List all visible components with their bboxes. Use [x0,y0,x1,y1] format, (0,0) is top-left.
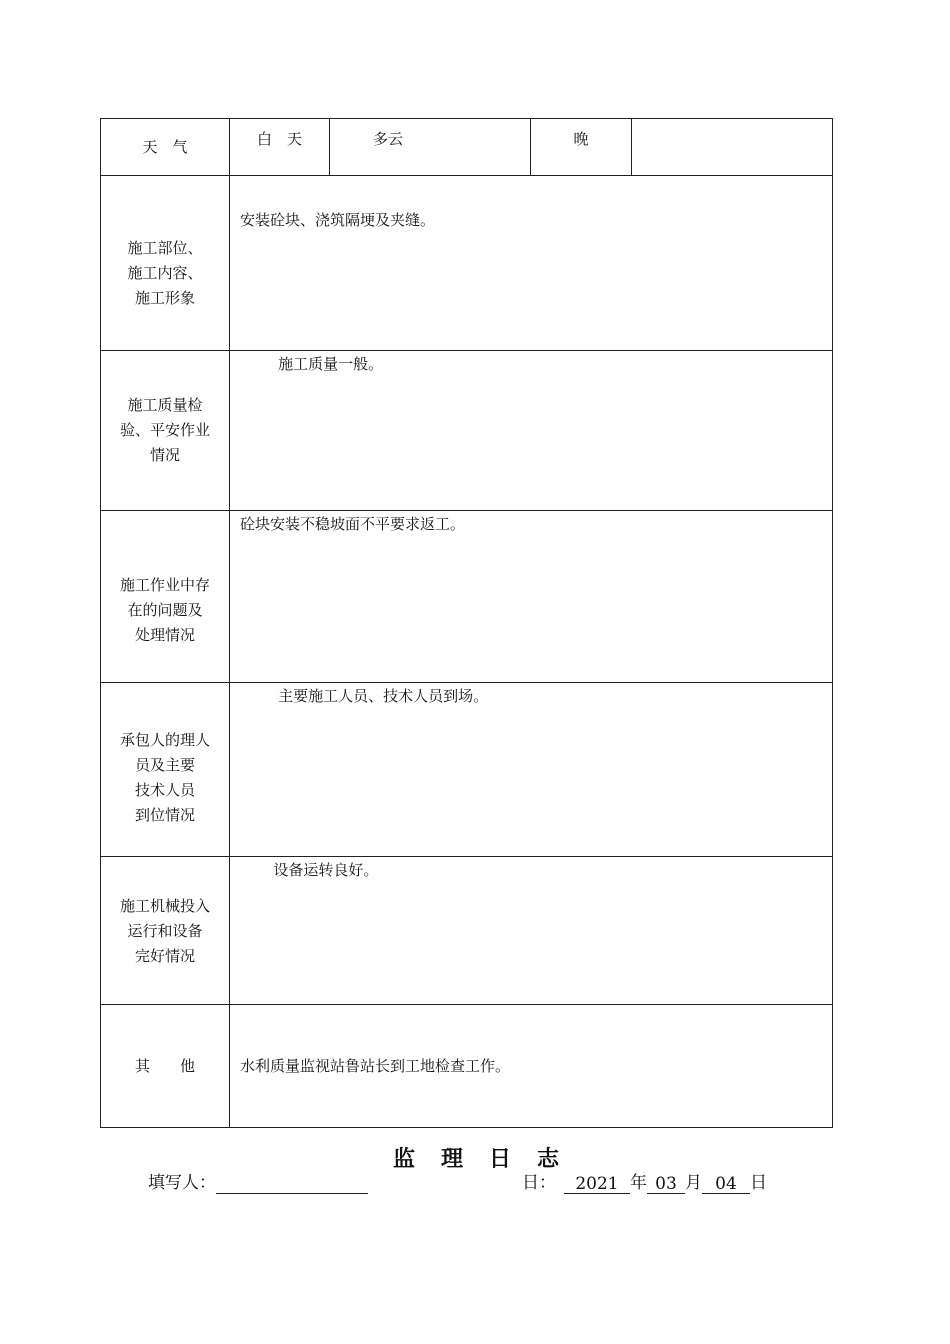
weather-row [101,119,833,176]
row-label-cell [101,1005,230,1128]
row-content-cell [230,1005,833,1128]
year-unit: 年 [630,1173,647,1193]
other-content: 水利质量监视站鲁站长到工地检查工作。 [240,1056,511,1075]
quality-safety-label: 施工质量检 验、平安作业 情况 [119,396,210,464]
date-year: 2021 [564,1173,630,1194]
night-label-cell [531,119,632,176]
row-label-cell [101,683,230,857]
table-row [101,511,833,683]
staff-presence-content: 主要施工人员、技术人员到场。 [240,687,489,705]
table-row [101,683,833,857]
weather-label-cell [101,119,230,176]
table-row [101,351,833,511]
table-row [101,1005,833,1128]
problems-handling-content: 砼块安装不稳坡面不平要求返工。 [240,515,466,533]
date-day: 04 [702,1173,750,1194]
day-unit: 日 [750,1173,767,1193]
row-content-cell [230,511,833,683]
row-content-cell [230,351,833,511]
writer-field [148,1172,368,1194]
month-unit: 月 [685,1173,702,1193]
writer-label: 填写人： [148,1173,216,1193]
day-value-cell [330,119,531,176]
machinery-content: 设备运转良好。 [240,861,379,879]
construction-part-label: 施工部位、 施工内容、 施工形象 [127,238,203,307]
day-weather-value: 多云 [373,130,404,148]
night-value-cell [632,119,833,176]
row-label-cell [101,176,230,351]
row-content-cell [230,683,833,857]
table-row [101,176,833,351]
day-label: 白 天 [256,130,302,148]
row-label-cell [101,857,230,1005]
problems-handling-label: 施工作业中存 在的问题及 处理情况 [119,576,210,644]
table-row [101,857,833,1005]
night-label: 晚 [573,130,589,148]
construction-part-content: 安装砼块、浇筑隔埂及夹缝。 [240,211,436,229]
writer-value [216,1173,368,1194]
day-label-cell [230,119,330,176]
staff-presence-label: 承包人的理人 员及主要 技术人员 到位情况 [119,730,210,824]
machinery-label: 施工机械投入 运行和设备 完好情况 [119,897,210,965]
row-label-cell [101,511,230,683]
other-label: 其 他 [134,1056,195,1075]
page-title: 监理日志 [392,1147,585,1172]
date-month: 03 [647,1173,685,1194]
supervision-log-table [100,118,833,1128]
date-field [522,1172,767,1194]
row-content-cell [230,176,833,351]
row-label-cell [101,351,230,511]
weather-label: 天 气 [142,137,188,156]
row-content-cell [230,857,833,1005]
quality-safety-content: 施工质量一般。 [240,355,384,373]
date-label: 日： [522,1173,556,1193]
